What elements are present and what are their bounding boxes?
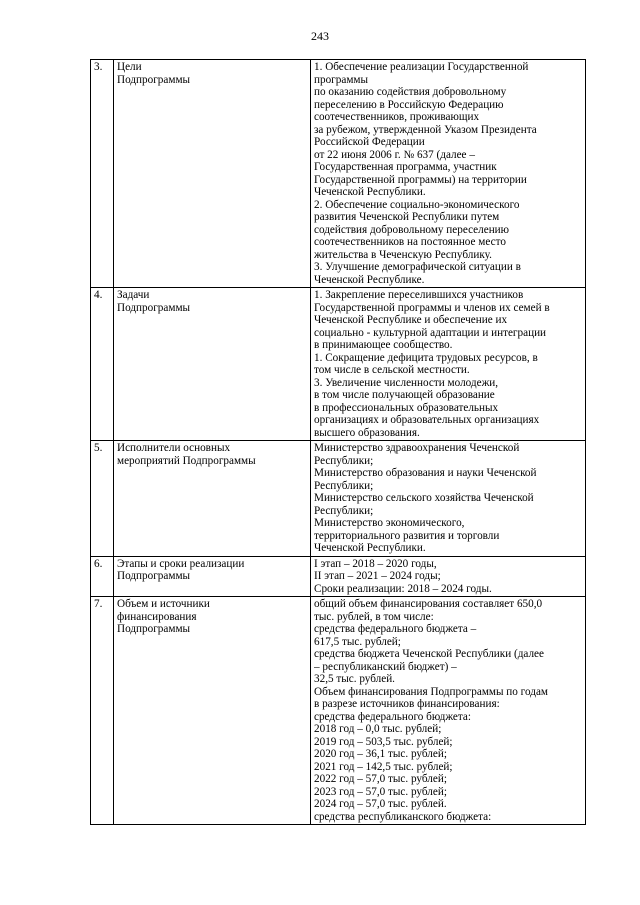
row-label <box>114 556 311 597</box>
row-content <box>311 288 586 441</box>
content-line: 2021 год – 142,5 тыс. рублей; <box>314 760 453 773</box>
content-line: – республиканский бюджет) – <box>314 660 457 673</box>
table-row <box>91 556 586 597</box>
label-line: мероприятий Подпрограммы <box>117 454 256 467</box>
row-label <box>114 441 311 557</box>
content-line: Министерство экономического, <box>314 517 465 529</box>
table-body <box>91 60 586 825</box>
row-content <box>311 441 586 557</box>
content-line: тыс. рублей, в том числе: <box>314 610 434 623</box>
label-line: Объем и источники <box>117 598 210 610</box>
content-line: соотечественников, проживающих <box>314 111 480 123</box>
content-line: Республики; <box>314 454 374 467</box>
label-line: Подпрограммы <box>117 73 191 86</box>
content-line: программы <box>314 73 368 86</box>
content-line: Чеченской Республике и обеспечение их <box>314 314 508 326</box>
content-line: Сроки реализации: 2018 – 2024 годы. <box>314 582 492 595</box>
row-number: 6. <box>91 556 114 597</box>
content-line: Государственной программы и членов их семей в <box>314 301 550 314</box>
content-line: средства бюджета Чеченской Республики (далее <box>314 648 544 660</box>
label-line: финансирования <box>117 610 197 623</box>
content-line: 1. Сокращение дефицита трудовых ресурсов, в <box>314 351 538 364</box>
table-row <box>91 288 586 441</box>
content-line: Республики; <box>314 479 374 492</box>
content-line: средства республиканского бюджета: <box>314 810 492 823</box>
content-line: 1. Закрепление переселившихся участников <box>314 289 524 301</box>
row-number: 4. <box>91 288 114 441</box>
table-row <box>91 441 586 557</box>
content-line: от 22 июня 2006 г. № 637 (далее – <box>314 148 475 161</box>
content-line: высшего образования. <box>314 426 420 439</box>
content-line: Республики; <box>314 504 374 517</box>
content-line: средства федерального бюджета – <box>314 623 477 635</box>
row-content <box>311 60 586 288</box>
row-number: 7. <box>91 597 114 825</box>
row-number: 5. <box>91 441 114 557</box>
content-line: 2018 год – 0,0 тыс. рублей; <box>314 723 442 735</box>
content-line: Объем финансирования Подпрограммы по годам <box>314 685 548 698</box>
content-line: в том числе получающей образование <box>314 389 495 401</box>
content-line: в разрезе источников финансирования: <box>314 698 500 710</box>
content-line: 2020 год – 36,1 тыс. рублей; <box>314 748 447 760</box>
content-line: Министерство образования и науки Чеченской <box>314 467 537 479</box>
content-line: Чеченской Республике. <box>314 273 425 286</box>
content-line: соотечественников на постоянное место <box>314 236 506 248</box>
content-line: в профессиональных образовательных <box>314 401 499 414</box>
row-label <box>114 597 311 825</box>
row-label <box>114 288 311 441</box>
label-line: Подпрограммы <box>117 570 191 582</box>
content-line: общий объем финансирования составляет 650,0 <box>314 598 543 610</box>
content-line: 3. Увеличение численности молодежи, <box>314 376 499 389</box>
content-line: по оказанию содействия добровольному <box>314 86 507 98</box>
content-line: Министерство здравоохранения Чеченской <box>314 442 520 454</box>
content-line: за рубежом, утвержденной Указом Президента <box>314 123 537 136</box>
content-line: развития Чеченской Республики путем <box>314 211 500 223</box>
content-line: 2024 год – 57,0 тыс. рублей. <box>314 798 447 810</box>
content-line: том числе в сельской местности. <box>314 364 470 376</box>
content-line: территориального развития и торговли <box>314 529 500 542</box>
table-row <box>91 60 586 288</box>
page-number: 243 <box>311 29 329 43</box>
content-line: I этап – 2018 – 2020 годы, <box>314 557 437 570</box>
content-line: 2023 год – 57,0 тыс. рублей; <box>314 785 447 798</box>
label-line: Подпрограммы <box>117 623 191 635</box>
content-line: организациях и образовательных организациях <box>314 414 540 426</box>
content-line: 2019 год – 503,5 тыс. рублей; <box>314 735 453 748</box>
row-content <box>311 556 586 597</box>
content-line: 2022 год – 57,0 тыс. рублей; <box>314 773 447 785</box>
label-line: Подпрограммы <box>117 301 191 314</box>
table-row <box>91 597 586 825</box>
content-line: средства федерального бюджета: <box>314 710 471 723</box>
content-line: Министерство сельского хозяйства Чеченской <box>314 492 534 504</box>
content-line: Государственной программы) на территории <box>314 173 527 186</box>
content-line: Чеченской Республики. <box>314 542 426 554</box>
row-content <box>311 597 586 825</box>
content-line: жительства в Чеченскую Республику. <box>314 248 492 261</box>
row-number: 3. <box>91 60 114 288</box>
row-label <box>114 60 311 288</box>
content-line: социально - культурной адаптации и интеграции <box>314 326 547 339</box>
content-line: содействия добровольному переселению <box>314 223 510 236</box>
label-line: Цели <box>117 61 142 73</box>
content-line: Российской Федерации <box>314 136 425 148</box>
label-line: Задачи <box>117 289 150 301</box>
content-line: 2. Обеспечение социально-экономического <box>314 198 520 211</box>
content-line: в принимающее сообщество. <box>314 339 453 351</box>
subprogram-passport-table <box>90 59 586 825</box>
content-line: 3. Улучшение демографической ситуации в <box>314 261 521 273</box>
content-line: переселению в Российскую Федерацию <box>314 98 504 111</box>
label-line: Исполнители основных <box>117 442 231 454</box>
content-line: Чеченской Республики. <box>314 186 426 198</box>
content-line: 617,5 тыс. рублей; <box>314 635 401 648</box>
content-line: 1. Обеспечение реализации Государственной <box>314 61 529 73</box>
content-line: 32,5 тыс. рублей. <box>314 673 395 685</box>
content-line: II этап – 2021 – 2024 годы; <box>314 570 441 582</box>
content-line: Государственная программа, участник <box>314 161 497 173</box>
label-line: Этапы и сроки реализации <box>117 557 245 570</box>
